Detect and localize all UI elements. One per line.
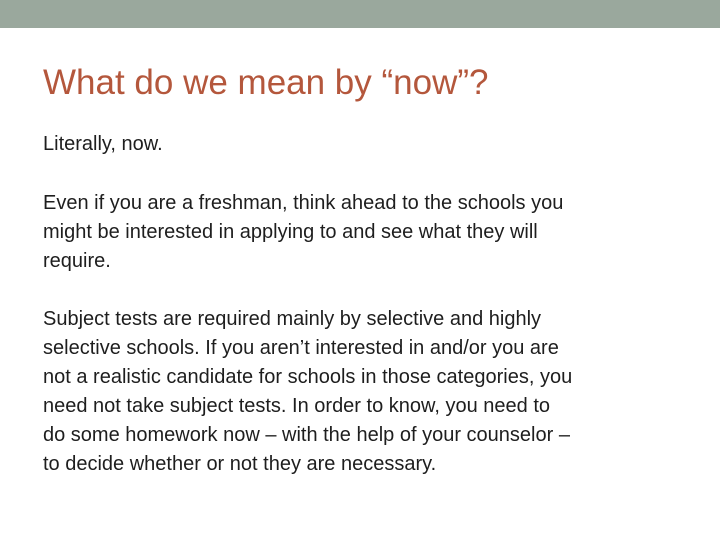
slide-title: What do we mean by “now”? [43,63,489,102]
slide-body [43,130,693,479]
paragraph-line: to decide whether or not they are necessary. [43,453,437,475]
paragraph-literally-suffix: . [157,133,163,155]
paragraph-line: selective schools. If you aren’t interested in and/or you are [43,337,559,359]
paragraph-literally [43,130,693,159]
paragraph-line: require. [43,250,111,272]
paragraph-line: do some homework now – with the help of your counselor – [43,424,570,446]
paragraph-subject-tests [43,305,693,479]
paragraph-line: not a realistic candidate for schools in those categories, you [43,366,573,388]
paragraph-literally-prefix: Literally, [43,133,122,155]
paragraph-line: might be interested in applying to and see what they will [43,221,538,243]
paragraph-line: need not take subject tests. In order to know, you need to [43,395,550,417]
paragraph-line: Even if you are a freshman, think ahead to the schools you [43,192,564,214]
top-accent-bar [0,0,720,28]
paragraph-line: Subject tests are required mainly by selective and highly [43,308,542,330]
paragraph-freshman [43,189,693,276]
paragraph-literally-emphasis: now [121,133,158,155]
